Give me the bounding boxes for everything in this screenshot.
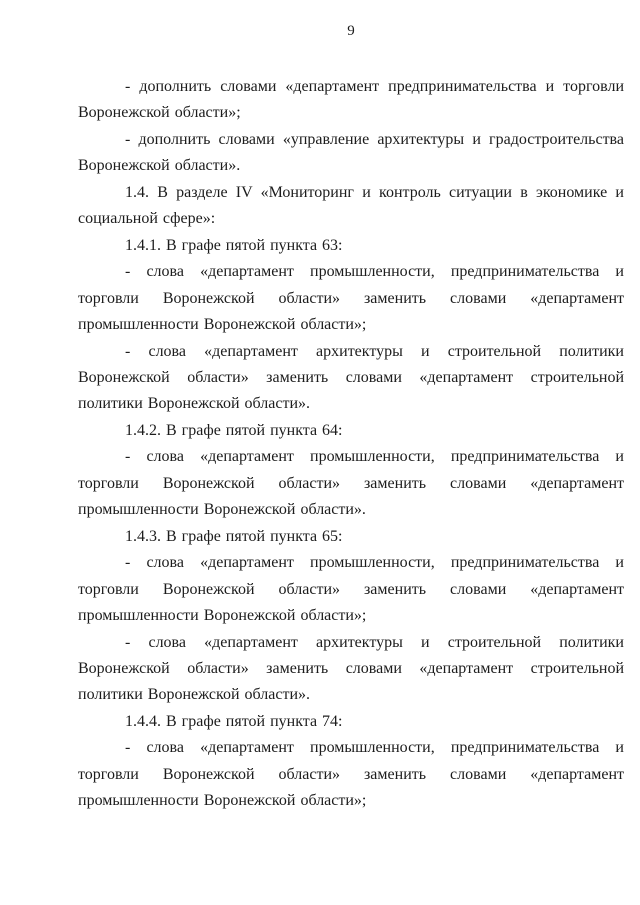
document-paragraph: - слова «департамент архитектуры и строительной политики Воронежской области» заменить словами «департамент строительной политики Воронежской области». <box>78 342 624 413</box>
document-paragraph: 1.4.2. В графе пятой пункта 64: <box>125 421 343 439</box>
document-paragraph: - слова «департамент промышленности, предпринимательства и торговли Воронежской области» заменить словами «департамент промышленности Воронежской области». <box>78 448 624 519</box>
document-paragraph: 1.4. В разделе IV «Мониторинг и контроль ситуации в экономике и социальной сфере»: <box>78 183 624 228</box>
document-paragraph: 1.4.3. В графе пятой пункта 65: <box>125 527 343 545</box>
document-body <box>78 74 624 815</box>
document-paragraph: 1.4.4. В графе пятой пункта 74: <box>125 712 343 730</box>
page-number: 9 <box>347 23 355 39</box>
document-paragraph: - слова «департамент промышленности, предпринимательства и торговли Воронежской области» заменить словами «департамент промышленности Воронежской области»; <box>78 739 624 810</box>
document-paragraph: - дополнить словами «управление архитектуры и градостроительства Воронежской области». <box>78 130 624 175</box>
document-paragraph: - слова «департамент промышленности, предпринимательства и торговли Воронежской области» заменить словами «департамент промышленности Воронежской области»; <box>78 554 624 625</box>
document-paragraph: 1.4.1. В графе пятой пункта 63: <box>125 236 343 254</box>
document-paragraph: - дополнить словами «департамент предпринимательства и торговли Воронежской области»; <box>78 78 624 122</box>
document-paragraph: - слова «департамент архитектуры и строительной политики Воронежской области» заменить словами «департамент строительной политики Воронежской области». <box>78 633 624 704</box>
document-paragraph: - слова «департамент промышленности, предпринимательства и торговли Воронежской области» заменить словами «департамент промышленности Воронежской области»; <box>78 263 624 334</box>
